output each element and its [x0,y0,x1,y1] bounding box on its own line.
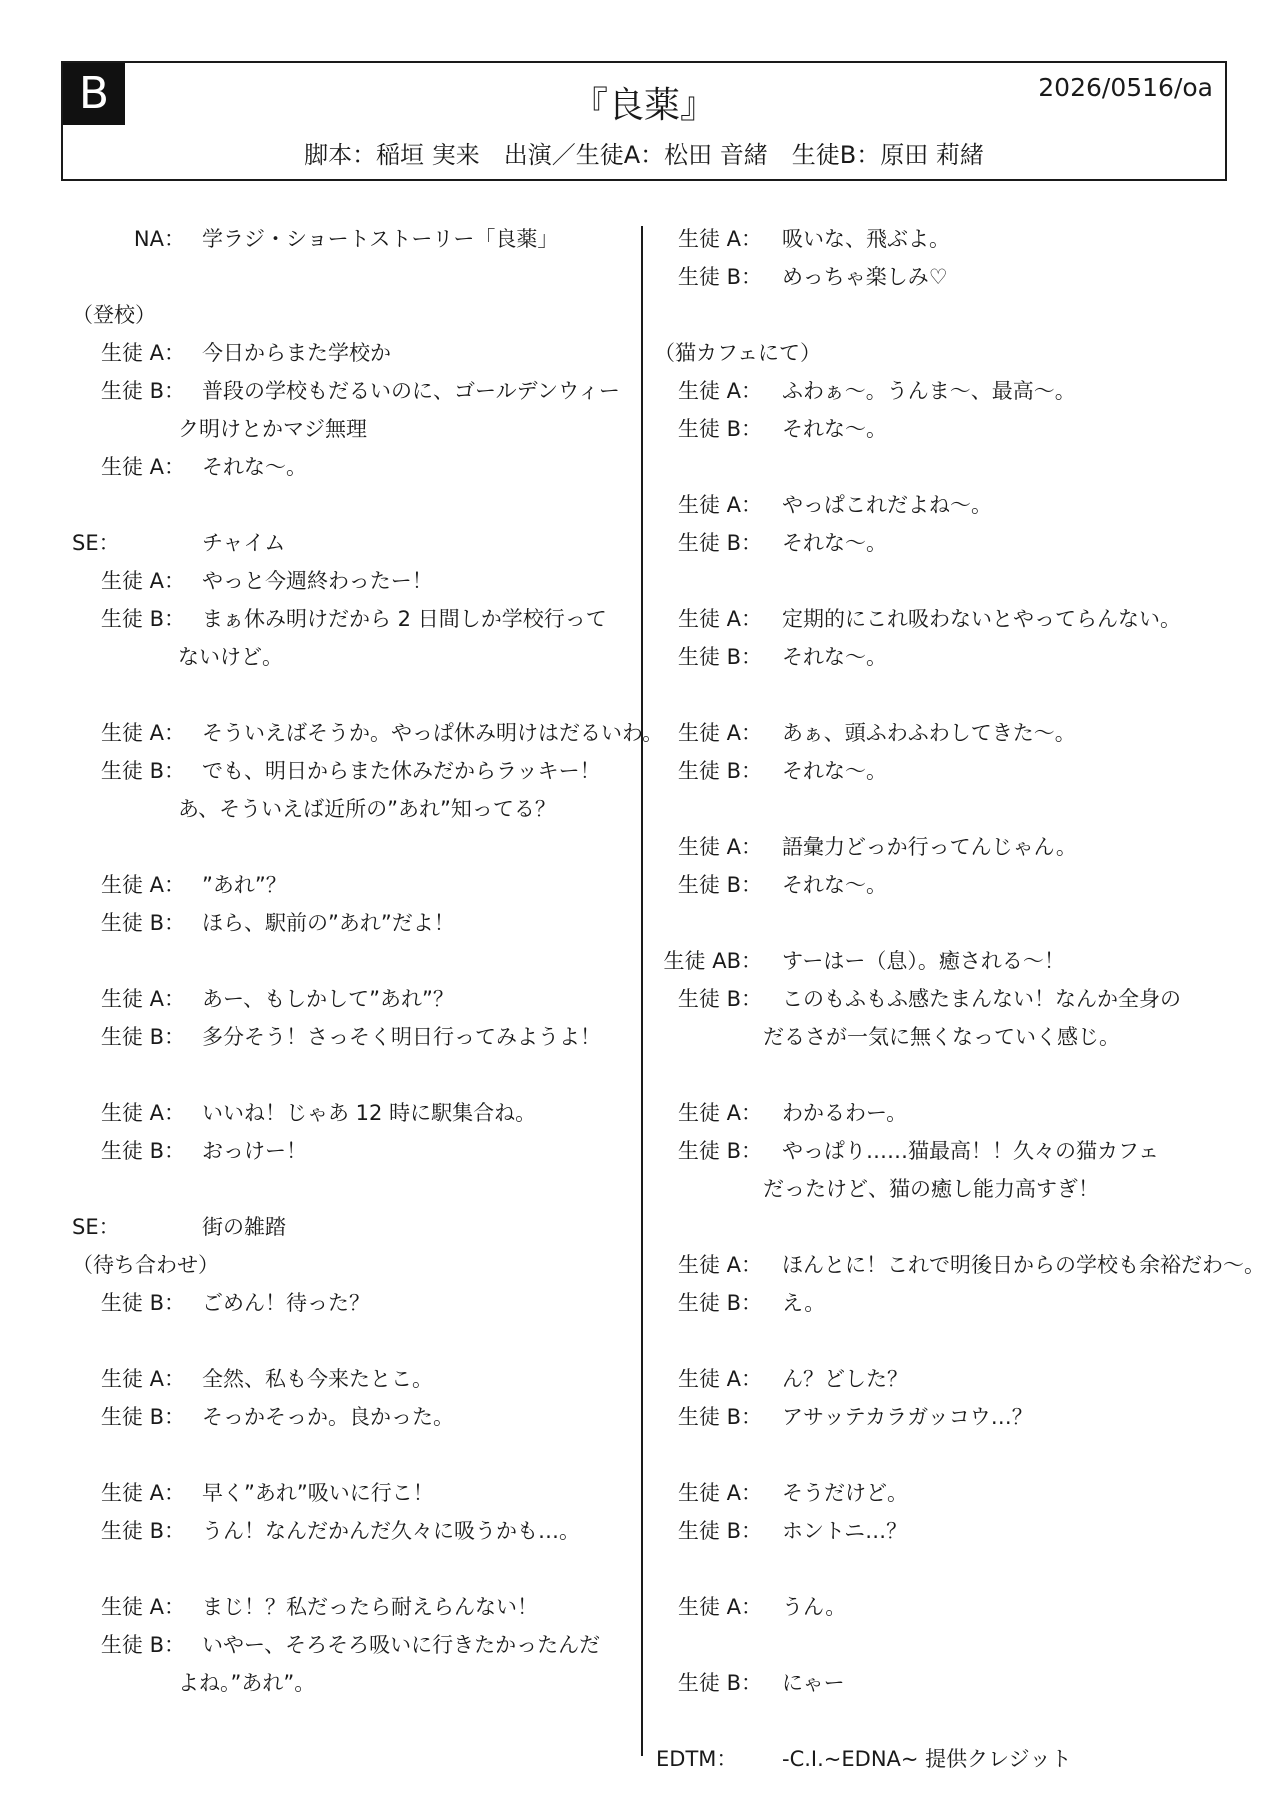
dialogue-line [72,1284,632,1322]
dialogue-text: だったけど、猫の癒し能力高すぎ！ [763,1177,1099,1201]
dialogue-text: わかるわー。 [782,1101,908,1125]
dialogue-text: 普段の学校もだるいのに、ゴールデンウィー [202,379,620,403]
dialogue-line [656,980,1221,1018]
dialogue-text: ク明けとかマジ無理 [178,417,367,441]
dialogue-text: ほら、駅前の”あれ”だよ！ [202,911,455,935]
edtm-line [656,1740,1221,1778]
right-column [654,220,1265,1778]
speaker-label: 生徒 B： [677,1671,762,1695]
speaker-label: 生徒 B： [100,1139,185,1163]
dialogue-text: アサッテカラガッコウ…？ [782,1405,1033,1429]
dialogue-line [656,1398,1221,1436]
dialogue-text: すーはー（息）。癒される～！ [782,949,1065,973]
speaker-label: 生徒 A： [677,1101,762,1125]
dialogue-text: 定期的にこれ吸わないとやってらんない。 [782,607,1181,631]
scene-heading [72,1246,632,1284]
sound-effect-line [72,1208,632,1246]
dialogue-text: でも、明日からまた休みだからラッキー！ [202,759,601,783]
dialogue-text: まぁ休み明けだから 2 日間しか学校行って [202,607,607,631]
speaker-label: 生徒 A： [677,227,762,251]
dialogue-continuation [72,1664,632,1702]
dialogue-text: そういえばそうか。やっぱ休み明けはだるいわ。 [202,721,664,745]
dialogue-text: あぁ、頭ふわふわしてきた～。 [782,721,1076,745]
speaker-label: 生徒 A： [100,1367,185,1391]
speaker-label: 生徒 A： [677,835,762,859]
dialogue-line [72,1474,632,1512]
speaker-label: 生徒 A： [677,721,762,745]
dialogue-line [656,1474,1221,1512]
dialogue-text: それな～。 [202,455,307,479]
dialogue-line [656,714,1221,752]
scene-heading [72,296,632,334]
speaker-label: 生徒 B： [677,1519,762,1543]
dialogue-text: うん。 [782,1595,847,1619]
dialogue-text: 吸いな、飛ぶよ。 [782,227,950,251]
speaker-label: 生徒 A： [100,455,185,479]
dialogue-line [72,866,632,904]
dialogue-continuation [72,790,632,828]
dialogue-text: にゃー [782,1671,845,1695]
dialogue-line [656,1246,1265,1284]
speaker-label: 生徒 A： [100,1481,185,1505]
dialogue-text: そっかそっか。良かった。 [202,1405,454,1429]
dialogue-line [656,828,1221,866]
dialogue-line [656,1588,1221,1626]
speaker-label: 生徒 B： [677,1291,762,1315]
dialogue-text: うん！なんだかんだ久々に吸うかも…。 [202,1519,580,1543]
dialogue-line [656,524,1221,562]
dialogue-text: それな～。 [782,873,887,897]
left-column [72,220,664,1702]
dialogue-line [656,1132,1221,1170]
dialogue-line [72,1094,632,1132]
dialogue-text: ”あれ”？ [202,873,287,897]
credits-line: 脚本：稲垣 実来 出演／生徒A：松田 音緒 生徒B：原田 莉緒 [304,141,984,169]
dialogue-continuation [72,638,632,676]
dialogue-continuation [72,410,632,448]
dialogue-text: ないけど。 [178,645,283,669]
dialogue-text: ごめん！待った？ [202,1291,370,1315]
dialogue-line [72,1360,632,1398]
dialogue-text: 全然、私も今来たとこ。 [202,1367,433,1391]
scene-label: （登校） [72,303,156,327]
dialogue-text: そうだけど。 [782,1481,908,1505]
dialogue-line [656,866,1221,904]
dialogue-text: え。 [782,1291,826,1315]
dialogue-text: やっぱこれだよね～。 [782,493,992,517]
column-divider [641,226,643,1756]
dialogue-line [72,1132,632,1170]
dialogue-text: 学ラジ・ショートストーリー「良薬」 [202,227,559,251]
speaker-label: 生徒 B： [677,873,762,897]
dialogue-text: 語彙力どっか行ってんじゃん。 [782,835,1077,859]
speaker-label: 生徒 A： [677,1253,762,1277]
speaker-label: 生徒 B： [100,607,185,631]
dialogue-text: ほんとに！これで明後日からの学校も余裕だわ～。 [782,1253,1265,1277]
dialogue-text: だるさが一気に無くなっていく感じ。 [763,1025,1120,1049]
speaker-label: 生徒 A： [100,1101,185,1125]
speaker-label: 生徒 B： [100,1405,185,1429]
dialogue-text: あ、そういえば近所の”あれ”知ってる？ [178,797,556,821]
dialogue-line [72,1588,632,1626]
speaker-label: 生徒 AB： [663,949,762,973]
narration-line [72,220,632,258]
dialogue-line [656,410,1221,448]
dialogue-line [72,372,632,410]
speaker-label: 生徒 B： [677,1405,762,1429]
dialogue-text: いやー、そろそろ吸いに行きたかったんだ [202,1633,601,1657]
dialogue-line [72,1018,632,1056]
broadcast-code: 2026/0516/oa [1038,73,1213,102]
script-header [61,61,1227,181]
dialogue-line [656,258,1221,296]
dialogue-line [656,220,1221,258]
dialogue-line [72,1626,632,1664]
dialogue-line [72,752,632,790]
se-label: SE： [72,531,120,555]
speaker-label: 生徒 B： [100,911,185,935]
speaker-label: 生徒 B： [677,645,762,669]
dialogue-text: やっぱり……猫最高！！久々の猫カフェ [782,1139,1159,1163]
dialogue-line [656,638,1221,676]
speaker-label: 生徒 A： [100,569,185,593]
dialogue-line [656,1360,1221,1398]
dialogue-text: それな～。 [782,759,887,783]
speaker-label: 生徒 B： [100,1291,185,1315]
speaker-label: 生徒 A： [100,721,185,745]
speaker-label: 生徒 B： [677,417,762,441]
dialogue-line [72,714,664,752]
speaker-label: 生徒 B： [677,531,762,555]
dialogue-line [656,1094,1221,1132]
dialogue-text: まじ！？私だったら耐えらんない！ [202,1595,538,1619]
se-label: SE： [72,1215,120,1239]
dialogue-text: 今日からまた学校か [202,341,391,365]
dialogue-text: ふわぁ～。うんま～、最高～。 [782,379,1076,403]
speaker-label: 生徒 B： [677,265,762,289]
speaker-label: 生徒 B： [100,759,185,783]
speaker-label: 生徒 A： [677,379,762,403]
dialogue-line [72,1398,632,1436]
team-badge: B [63,63,125,125]
speaker-label: 生徒 B： [100,1519,185,1543]
se-text: チャイム [202,531,286,555]
dialogue-text: おっけー！ [202,1139,307,1163]
dialogue-line [72,562,632,600]
dialogue-line [656,486,1221,524]
edtm-text: -C.I.~EDNA~ 提供クレジット [782,1747,1072,1771]
dialogue-line [656,752,1221,790]
dialogue-text: このもふもふ感たまんない！なんか全身の [782,987,1181,1011]
speaker-label: 生徒 B： [100,1633,185,1657]
dialogue-line [656,1512,1221,1550]
edtm-label: EDTM： [656,1747,738,1771]
dialogue-text: 多分そう！さっそく明日行ってみようよ！ [202,1025,601,1049]
speaker-label: NA： [133,227,185,251]
dialogue-line [72,980,632,1018]
speaker-label: 生徒 B： [677,1139,762,1163]
scene-label: （待ち合わせ） [72,1253,219,1277]
speaker-label: 生徒 A： [100,1595,185,1619]
dialogue-line [72,448,632,486]
dialogue-text: ホントニ…？ [782,1519,908,1543]
dialogue-text: あー、もしかして”あれ”？ [202,987,454,1011]
dialogue-line [72,334,632,372]
sound-effect-line [72,524,632,562]
speaker-label: 生徒 A： [100,341,185,365]
dialogue-text: ん？どした？ [782,1367,908,1391]
se-text: 街の雑踏 [202,1215,286,1239]
dialogue-text: めっちゃ楽しみ♡ [782,265,948,289]
dialogue-text: いいね！じゃあ 12 時に駅集合ね。 [202,1101,537,1125]
dialogue-line [656,372,1221,410]
dialogue-line [72,904,632,942]
dialogue-line [656,600,1221,638]
dialogue-text: それな～。 [782,531,887,555]
dialogue-text: それな～。 [782,417,887,441]
dialogue-line [656,1284,1221,1322]
script-title: 『良薬』 [571,85,716,126]
speaker-label: 生徒 A： [677,607,762,631]
dialogue-line [72,600,632,638]
speaker-label: 生徒 B： [677,987,762,1011]
speaker-label: 生徒 A： [677,1481,762,1505]
speaker-label: 生徒 A： [677,1595,762,1619]
speaker-label: 生徒 B： [100,379,185,403]
dialogue-line [656,942,1221,980]
speaker-label: 生徒 A： [677,493,762,517]
dialogue-text: それな～。 [782,645,887,669]
scene-label: （猫カフェにて） [654,341,821,365]
scene-heading [656,334,1221,372]
speaker-label: 生徒 A： [100,873,185,897]
speaker-label: 生徒 B： [677,759,762,783]
speaker-label: 生徒 A： [100,987,185,1011]
dialogue-text: 早く”あれ”吸いに行こ！ [202,1481,434,1505]
dialogue-line [72,1512,632,1550]
dialogue-text: やっと今週終わったー！ [202,569,433,593]
speaker-label: 生徒 A： [677,1367,762,1391]
dialogue-line [656,1664,1221,1702]
dialogue-text: よね。”あれ”。 [178,1671,316,1695]
dialogue-continuation [656,1170,1221,1208]
dialogue-continuation [656,1018,1221,1056]
speaker-label: 生徒 B： [100,1025,185,1049]
